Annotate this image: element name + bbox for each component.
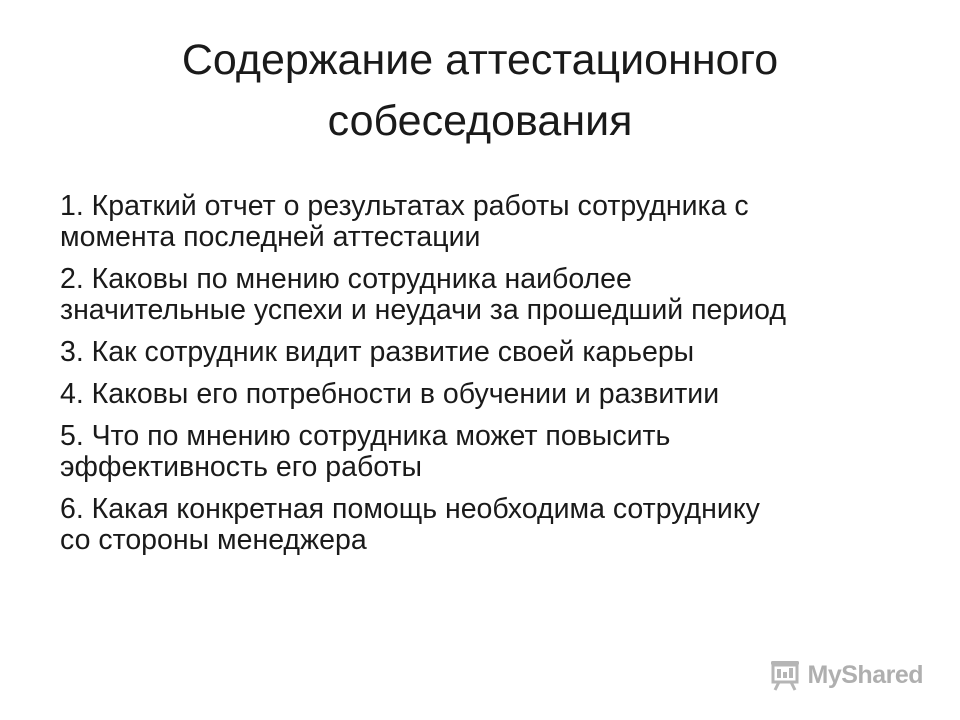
slide-title-line-1: Содержание аттестационного [181,36,779,84]
myshared-watermark [768,658,923,692]
list-item-1 [60,191,920,253]
list-item-text: со стороны менеджера [60,524,367,556]
list-item-5 [60,421,920,483]
list-item-text: 1. Краткий отчет о результатах работы сотрудника с [60,190,749,222]
list-item-text: 4. Каковы его потребности в обучении и развитии [60,378,720,410]
list-item-text: 6. Какая конкретная помощь необходима сотруднику [60,493,760,525]
watermark-text: MyShared [807,660,923,689]
list-item-text: 2. Каковы по мнению сотрудника наиболее [60,263,632,295]
list-item-4 [60,379,920,410]
list-item-text: эффективность его работы [60,451,423,483]
slide-title [60,30,900,152]
list-item-6 [60,494,920,556]
list-item-text: значительные успехи и неудачи за прошедший период [60,294,786,326]
list-item-2 [60,264,920,326]
slide-content-list [60,191,920,567]
list-item-text: момента последней аттестации [60,221,481,253]
list-item-text: 3. Как сотрудник видит развитие своей карьеры [60,336,695,368]
list-item-text: 5. Что по мнению сотрудника может повысить [60,420,671,452]
slide-title-line-2: собеседования [327,97,633,145]
list-item-3 [60,337,920,368]
presentation-board-icon [768,659,802,691]
